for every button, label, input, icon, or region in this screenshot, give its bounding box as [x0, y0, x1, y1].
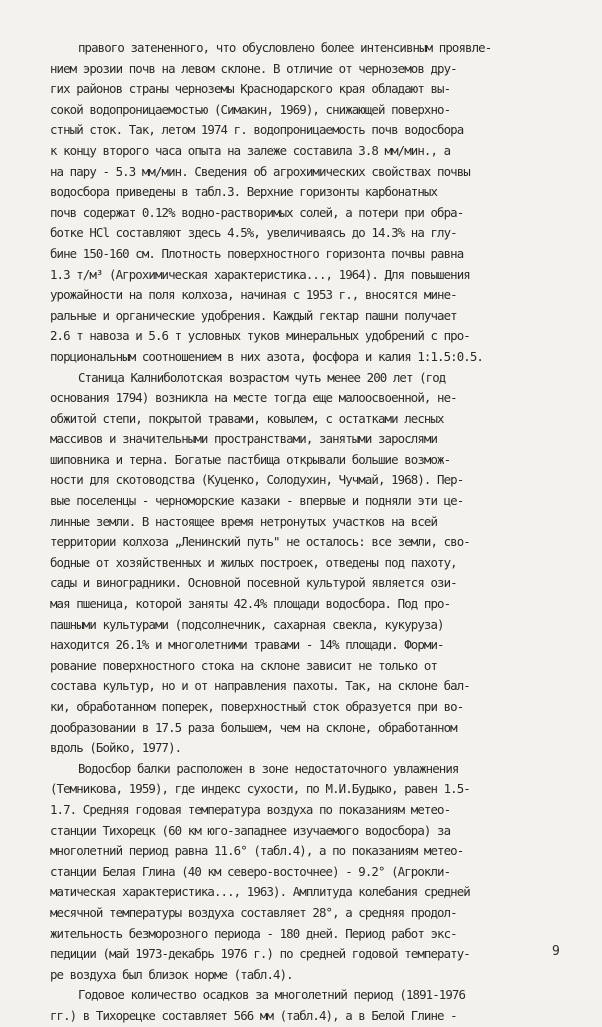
text-line: основания 1794) возникла на месте тогда еще малоосвоенной, не- [50, 390, 457, 406]
text-line: ре воздуха был близок норме (табл.4). [50, 966, 293, 982]
page-number: 9 [552, 944, 560, 959]
text-line: педиции (май 1973-декабрь 1976 г.) по средней годовой температу- [50, 946, 470, 962]
text-line: ки, обработанном поперек, поверхностный сток образуется при во- [50, 699, 464, 714]
paragraph [50, 38, 578, 368]
text-line: 2.6 т навоза и 5.6 т условных туков минеральных удобрений с про- [50, 328, 470, 344]
text-line: обжитой степи, покрытой травами, ковылем, с остатками лесных [50, 410, 444, 426]
text-line: мая пшеница, которой заняты 42.4% площади водосбора. Под про- [50, 596, 451, 612]
text-line: станции Тихорецк (60 км юго-западнее изучаемого водосбора) за [50, 822, 451, 838]
text-line: ботке HCl составляют здесь 4.5%, увеличиваясь до 14.3% на глу- [50, 225, 457, 241]
text-line: к концу второго часа опыта на залеже составила 3.8 мм/мин., а [50, 142, 451, 158]
text-line: Станица Калниболотская возрастом чуть менее 200 лет (год [78, 369, 446, 385]
text-line: порциональным соотношением в них азота, фосфора и калия 1:1.5:0.5. [50, 348, 483, 364]
paragraph [50, 985, 578, 1026]
text-line: рование поверхностного стока на склоне зависит не только от [50, 657, 438, 673]
text-line: бине 150-160 см. Плотность поверхностного горизонта почвы равна [50, 245, 464, 261]
text-line: находится 26.1% и многолетними травами - 14% площади. Форми- [50, 637, 444, 653]
text-line: месячной температуры воздуха составляет 28°, а средняя продол- [50, 904, 457, 920]
text-line: Водосбор балки расположен в зоне недостаточного увлажнения [78, 760, 459, 776]
text-line: гих районов страны черноземы Краснодарского края обладают вы- [50, 81, 451, 97]
text-line: 1.3 т/м³ (Агрохимическая характеристика..., 1964). Для повышения [50, 266, 470, 282]
text-line: бодные от хозяйственных и жилых построек, отведены под пахоту, [50, 554, 457, 570]
text-line: сады и виноградники. Основной посевной культурой является ози- [50, 575, 457, 591]
text-line: почв содержат 0.12% водно-растворимых солей, а потери при обра- [50, 204, 464, 220]
text-line: жительность безморозного периода - 180 дней. Период работ экс- [50, 925, 457, 941]
text-line: сокой водопроницаемостью (Симакин, 1969), снижающей поверхно- [50, 101, 451, 117]
text-line: ности для скотоводства (Куценко, Солодухин, Чучмай, 1968). Пер- [50, 472, 464, 488]
text-line: 1.7. Средняя годовая температура воздуха по показаниям метео- [50, 801, 451, 817]
body-text [50, 38, 578, 1027]
text-line: водосбора приведены в табл.3. Верхние горизонты карбонатных [50, 184, 438, 200]
text-line: гг.) в Тихорецке составляет 566 мм (табл.4), а в Белой Глине - [50, 1007, 457, 1023]
text-line: урожайности на поля колхоза, начиная с 1953 г., вносятся мине- [50, 287, 457, 303]
text-line: линные земли. В настоящее время нетронутых участков на всей [50, 513, 438, 529]
paragraph [50, 759, 578, 986]
text-line: ральные и органические удобрения. Каждый гектар пашни получает [50, 307, 457, 323]
text-line: территории колхоза „Ленинский путь" не осталось: все земли, сво- [50, 534, 470, 550]
text-line: матическая характеристика..., 1963). Амплитуда колебания средней [50, 884, 470, 900]
text-line: правого затененного, что обусловлено более интенсивным проявле- [78, 40, 492, 55]
text-line: Годовое количество осадков за многолетний период (1891-1976 [78, 987, 466, 1003]
text-line: вые поселенцы - черноморские казаки - впервые и подняли эти це- [50, 493, 464, 509]
text-line: пашными культурами (подсолнечник, сахарная свекла, кукуруза) [50, 616, 444, 632]
text-line: многолетний период равна 11.6° (табл.4), а по показаниям метео- [50, 843, 464, 859]
text-line: стный сток. Так, летом 1974 г. водопроницаемость почв водосбора [50, 122, 464, 138]
text-line: дообразовании в 17.5 раза большем, чем на склоне, обработанном [50, 719, 457, 735]
text-line: вдоль (Бойко, 1977). [50, 740, 182, 756]
paragraph [50, 368, 578, 759]
text-line: массивов и значительными пространствами, занятыми зарослями [50, 431, 438, 447]
text-line: на пару - 5.3 мм/мин. Сведения об агрохимических свойствах почвы [50, 163, 470, 179]
text-line: (Темникова, 1959), где индекс сухости, по М.И.Будыко, равен 1.5- [50, 781, 470, 797]
text-line: состава культур, но и от направления пахоты. Так, на склоне бал- [50, 678, 470, 694]
text-line: нием эрозии почв на левом склоне. В отличие от черноземов дру- [50, 60, 457, 76]
text-line: станции Белая Глина (40 км северо-восточнее) - 9.2° (Агрокли- [50, 863, 451, 879]
text-line: шиповника и терна. Богатые пастбища открывали большие возмож- [50, 451, 451, 467]
